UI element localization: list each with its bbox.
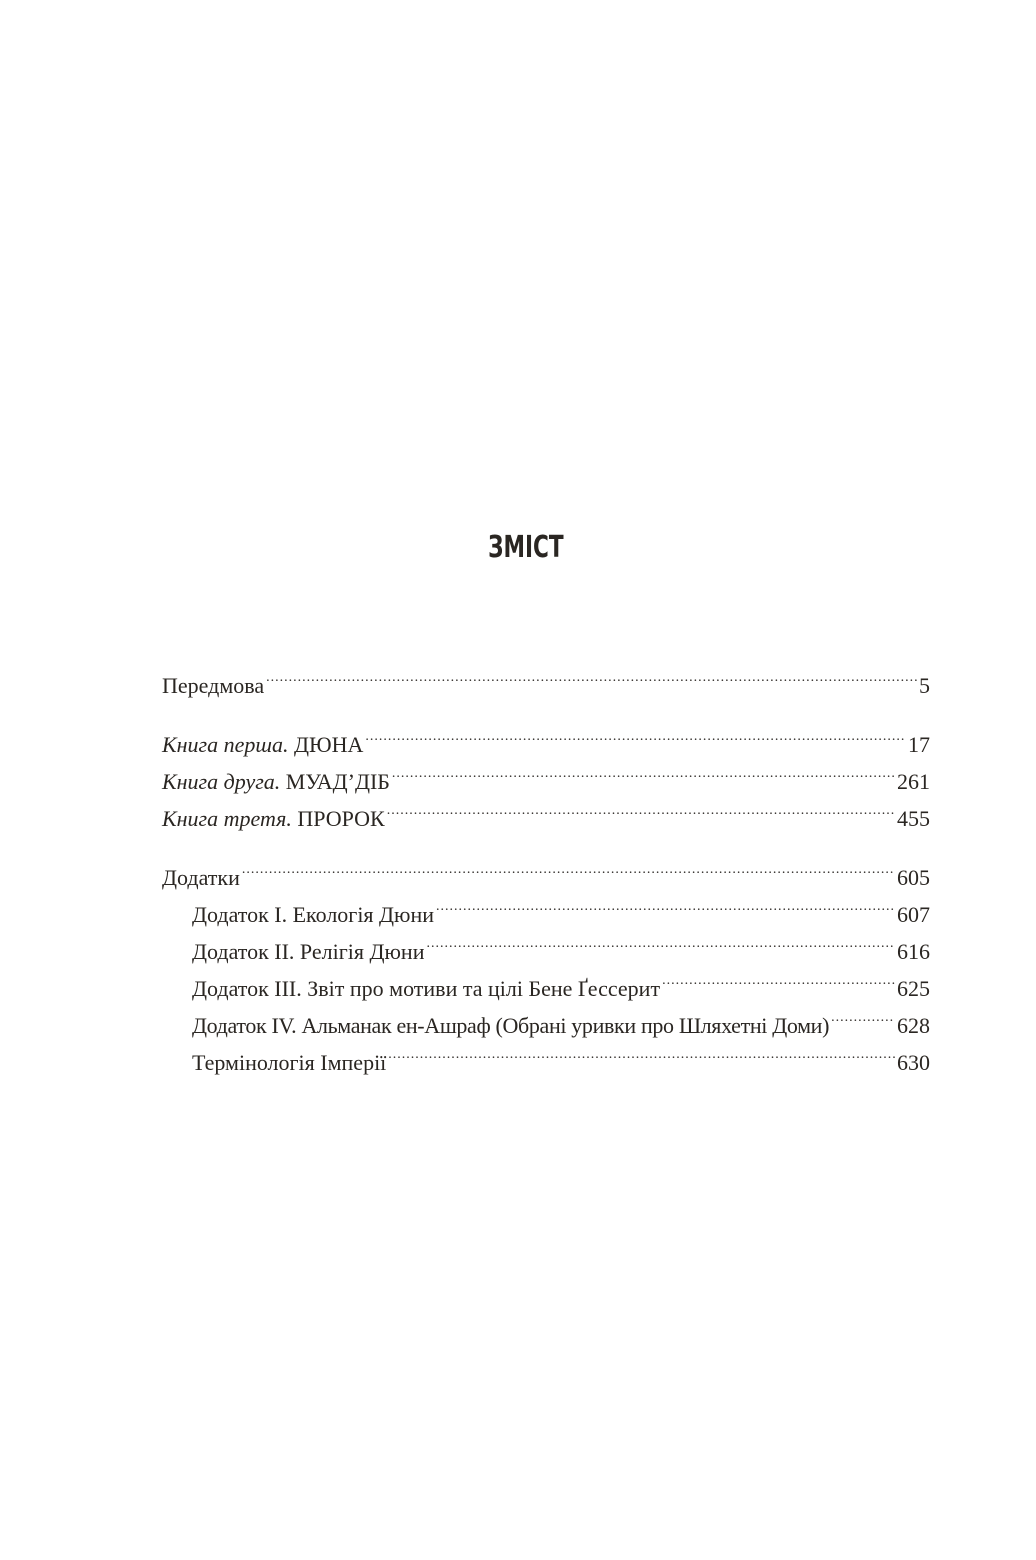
toc-entry-appendices[interactable] [162,848,930,890]
dot-leader [831,996,895,1033]
toc-entry-label: Додаток I. Екологія Дюни [192,902,435,927]
toc-entry-label: Додаток III. Звіт про мотиви та цілі Бене Ґессерит [192,976,661,1001]
dot-leader [662,959,895,996]
toc-page-number: 455 [897,806,930,831]
toc-entry-label: Передмова [162,673,265,698]
toc-entry-label: Книга друга. МУАД’ДІБ [162,769,390,794]
toc-entry-label: Додаток IV. Альманак ен-Ашраф (Обрані уривки про Шляхетні Доми) [192,1013,830,1038]
dot-leader [392,752,895,789]
dot-leader [387,789,895,826]
toc-page-number: 628 [897,1013,930,1038]
toc-page-number: 261 [897,769,930,794]
toc-page-number: 630 [897,1050,930,1075]
toc-page-number: 5 [919,673,930,698]
toc-entry-book-one[interactable] [162,715,930,757]
toc-entry-label: Книга третя. ПРОРОК [162,806,385,831]
toc-page-number: 616 [897,939,930,964]
contents-title: ЗМІСТ [488,530,564,565]
toc-entry-label: Книга перша. ДЮНА [162,732,364,757]
toc-entry-appendix-1[interactable] [162,885,930,927]
toc-entry-label: Термінологія Імперії [192,1050,387,1075]
toc-page-number: 625 [897,976,930,1001]
toc-entry-label: Додатки [162,865,240,890]
dot-leader [365,715,906,752]
toc-page-number: 607 [897,902,930,927]
toc-page-number: 605 [897,865,930,890]
toc-entry-label: Додаток II. Релігія Дюни [192,939,425,964]
dot-leader [266,656,917,693]
dot-leader [436,885,895,922]
table-of-contents [162,656,930,1075]
dot-leader [242,848,895,885]
dot-leader [426,922,895,959]
dot-leader [388,1033,895,1070]
toc-entry-foreword[interactable] [162,656,930,698]
toc-page-number: 17 [908,732,930,757]
